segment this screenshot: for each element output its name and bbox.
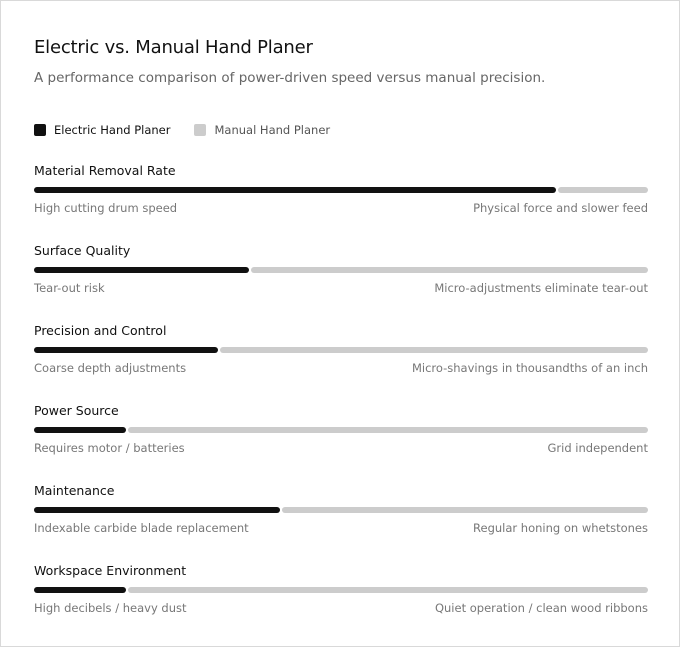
bar-manual [128,427,648,433]
category-label: Power Source [34,403,119,418]
bar-manual [128,587,648,593]
bar-electric [34,267,249,273]
legend-item-manual [194,123,330,137]
bar-electric [34,587,126,593]
category-label: Surface Quality [34,243,131,258]
category-label: Precision and Control [34,323,167,338]
electric-note: Tear-out risk [34,281,105,295]
manual-note: Grid independent [547,441,648,455]
category-label: Maintenance [34,483,115,498]
bar-track [34,587,648,593]
manual-note: Regular honing on whetstones [473,521,648,535]
manual-note: Micro-shavings in thousandths of an inch [411,361,648,375]
electric-note: Coarse depth adjustments [34,361,187,375]
legend [34,122,330,138]
electric-note: High decibels / heavy dust [34,601,187,615]
category-label: Workspace Environment [34,563,187,578]
bar-manual [558,187,648,193]
category-label: Material Removal Rate [34,163,176,178]
electric-note: High cutting drum speed [34,201,178,215]
bar-electric [34,507,280,513]
bar-electric [34,427,126,433]
bar-electric [34,187,556,193]
manual-note: Micro-adjustments eliminate tear-out [434,281,648,295]
bar-manual [251,267,648,273]
bar-track [34,267,648,273]
legend-label-electric: Electric Hand Planer [54,123,171,137]
bar-manual [220,347,648,353]
bar-track [34,347,648,353]
chart-title: Electric vs. Manual Hand Planer [34,37,313,58]
electric-note: Requires motor / batteries [34,441,185,455]
bar-track [34,507,648,513]
manual-note: Quiet operation / clean wood ribbons [434,601,648,615]
chart-subtitle: A performance comparison of power-driven speed versus manual precision. [34,70,546,86]
bar-track [34,187,648,193]
legend-label-manual: Manual Hand Planer [214,123,331,137]
bar-manual [282,507,648,513]
legend-swatch-manual [194,124,206,136]
legend-swatch-electric [34,124,46,136]
legend-item-electric [34,123,170,137]
bar-track [34,427,648,433]
bar-electric [34,347,218,353]
electric-note: Indexable carbide blade replacement [34,521,249,535]
manual-note: Physical force and slower feed [473,201,648,215]
